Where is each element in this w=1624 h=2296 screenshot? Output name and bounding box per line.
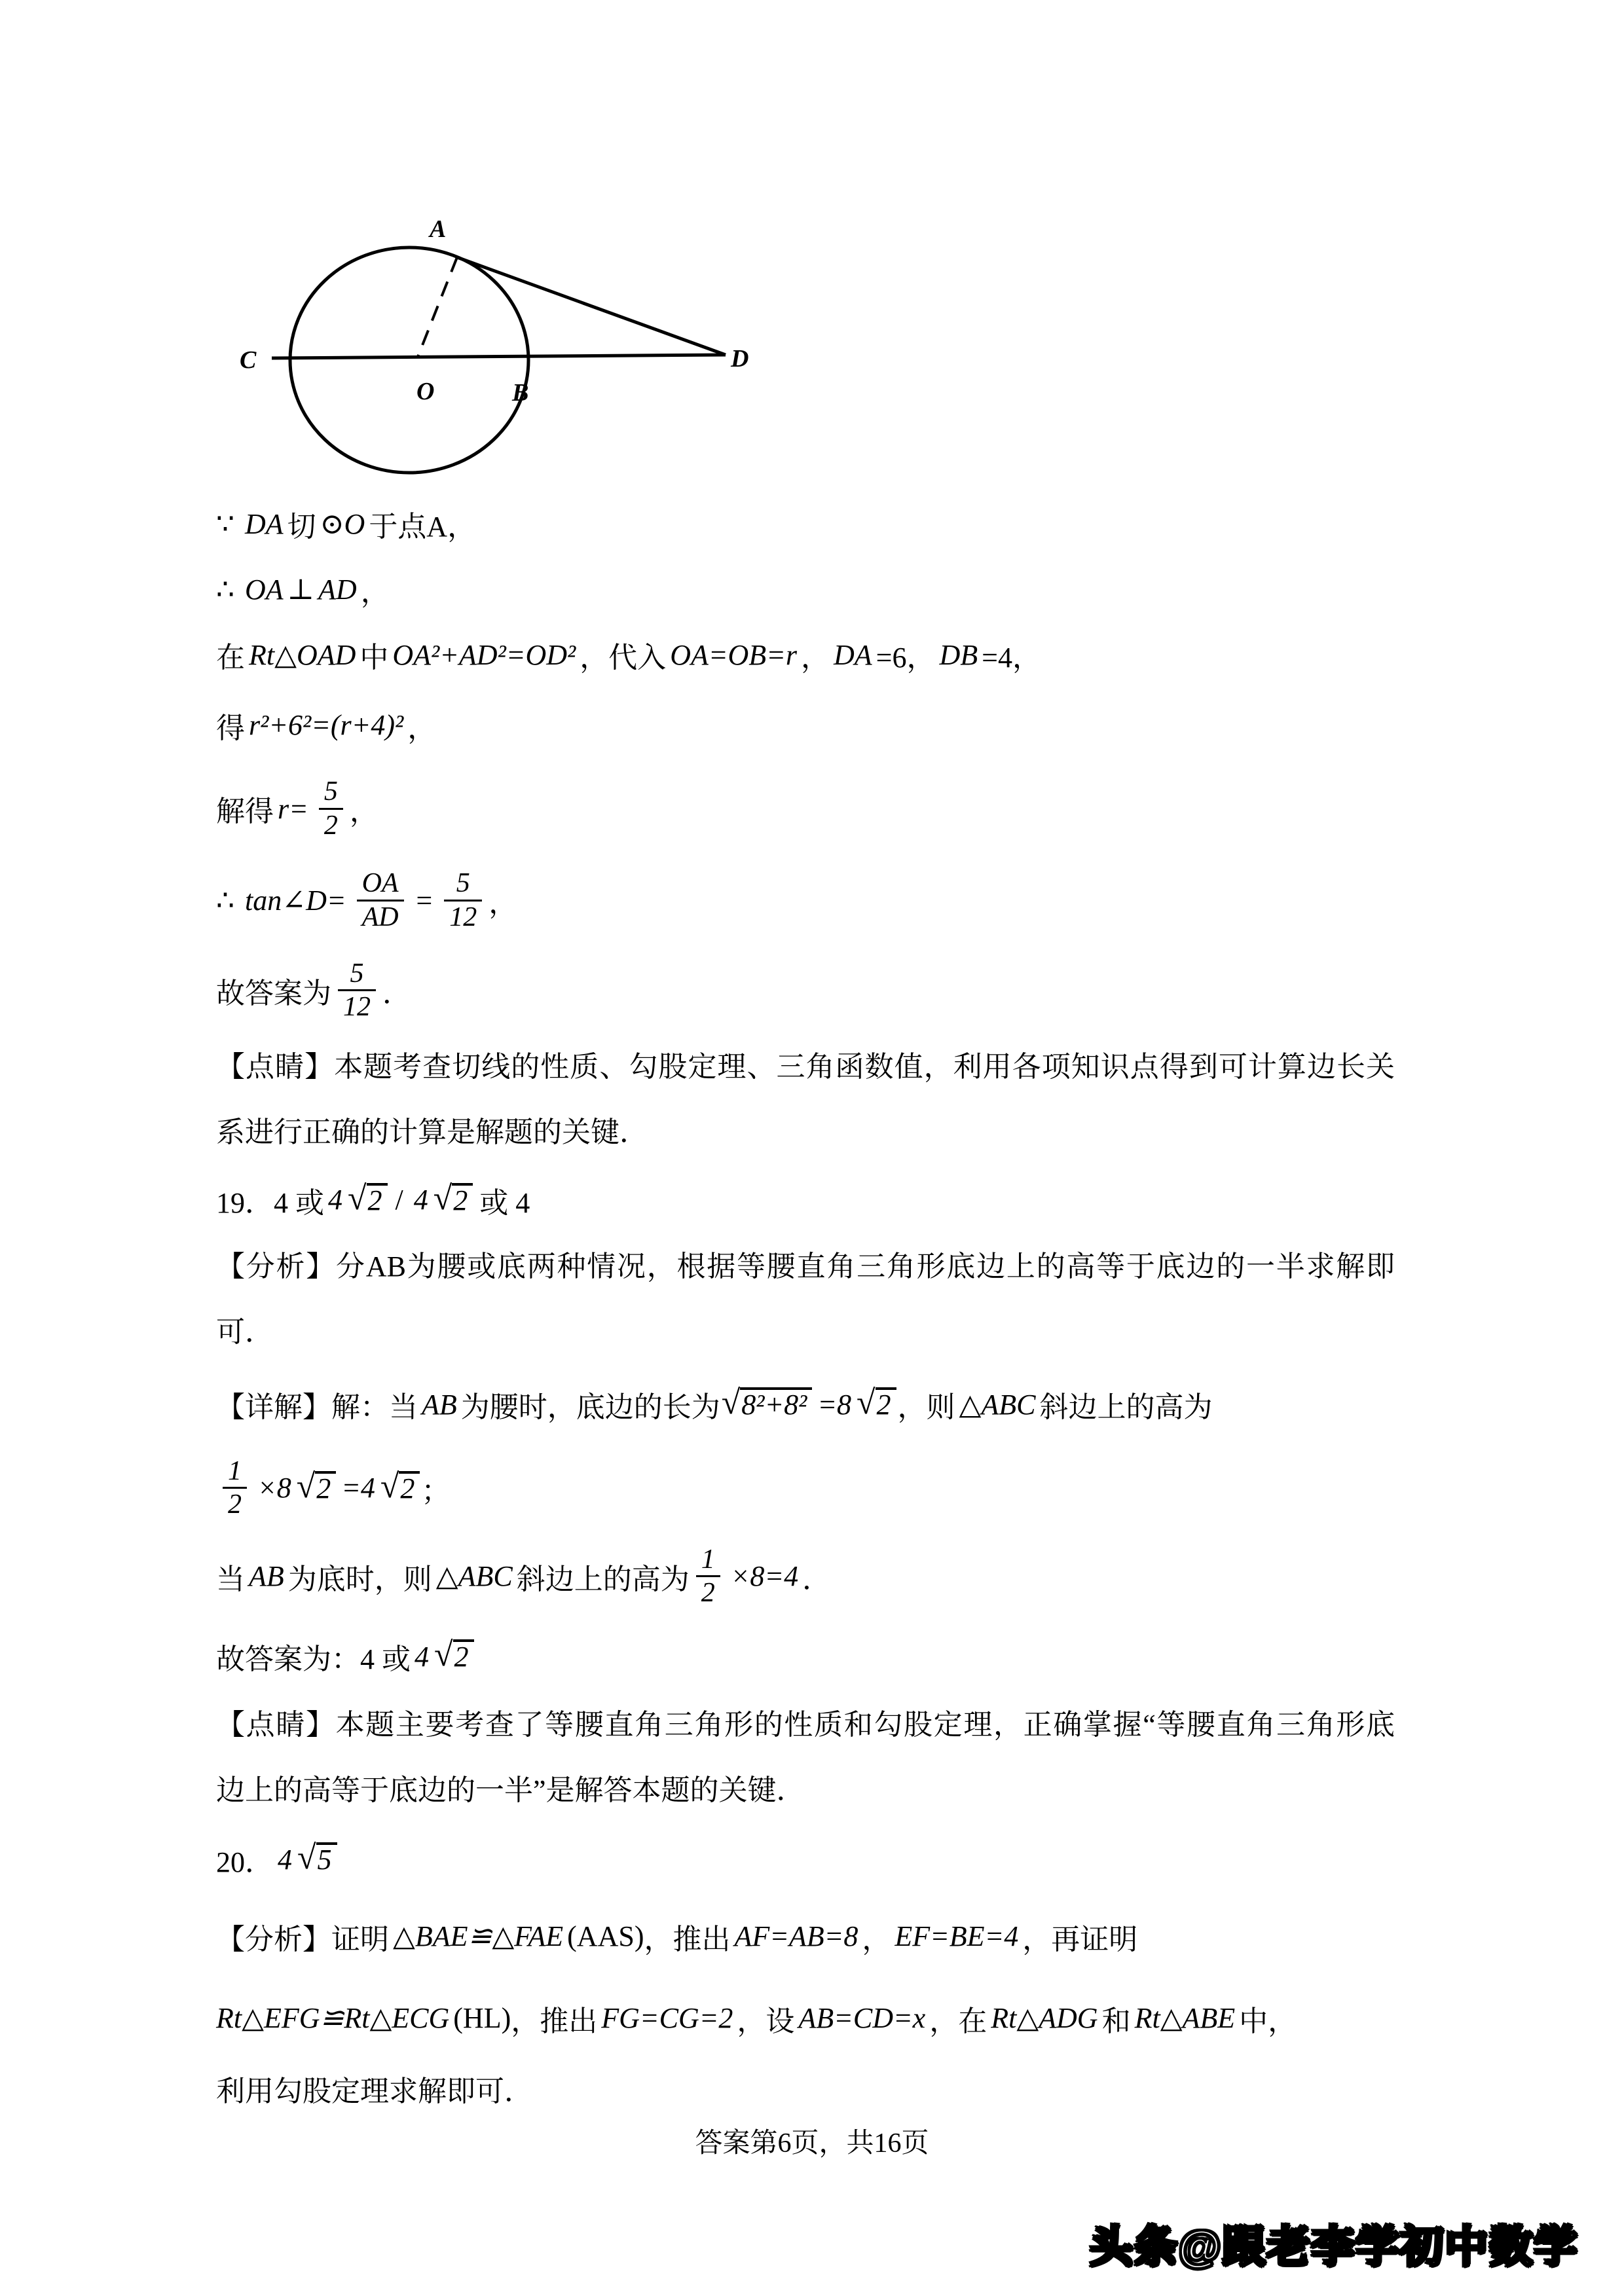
toutiao-watermark: 头条@跟老李学初中数学 [1089,2222,1578,2270]
sqrt-2: √ 2 [857,1387,896,1421]
q19-analysis-line-2: 可． [216,1316,274,1348]
page-footer [0,2121,1624,2160]
geometry-diagram [234,177,758,491]
q19-answer-heading: 19．4 或 4 √ 2 / 4 √ 2 或 4 [216,1179,530,1219]
radical-sign: √ [296,1467,316,1505]
q18-line-answer: 故答案为 $\frac{5}{12}$ ． [216,958,411,1022]
q19-remark-line-2: 边上的高等于底边的一半”是解答本题的关键． [216,1774,805,1806]
therefore-symbol: ∴ [216,573,234,606]
q20-analysis-line-1: 【分析】证明 △BAE≌△FAE (AAS) ，推出 AF=AB=8 ， EF=BE=4 ，再证明 [216,1920,1138,1956]
q20-analysis-line-2: Rt△EFG≌Rt△ECG (HL) ，推出 FG=CG=2 ，设 AB=CD=x ，在 Rt△ADG 和 Rt△ABE 中， [216,2002,1297,2037]
tangent-line-ad [457,257,726,355]
q19-detail-line-3: 当 AB 为底时，则 △ABC 斜边上的高为 $\frac{1}{2}$ ×8=4 ． [216,1544,832,1608]
q18-line-tangent-ratio: ∴ tan∠D= $\frac{OA}{AD}$ = $\frac{5}{12}$ ， [216,868,518,932]
q18-remark-line-2: 系进行正确的计算是解题的关键． [216,1116,648,1148]
fraction-r-value: $\frac{5}{2}$ [319,776,343,841]
fraction-oa-ad: $\frac{OA}{AD}$ [357,867,404,933]
radical-sign: √ [721,1384,741,1422]
fraction-1-2: $\frac{1}{2}$ [696,1544,720,1609]
point-label-a: A [430,215,447,243]
q20-analysis-line-3: 利用勾股定理求解即可． [216,2075,533,2107]
sqrt-2: √ 2 [297,1471,337,1505]
q19-remark-line-1: 【点睛】本题主要考查了等腰直角三角形的性质和勾股定理，正确掌握“等腰直角三角形底 [216,1709,1395,1741]
radical-sign: √ [297,1839,316,1877]
q19-answer-line: 故答案为：4 或 4 √ 2 [216,1620,1408,1692]
radical-sign: √ [434,1636,453,1674]
geometry-figure [234,177,758,491]
q19-analysis-line-1: 【分析】分AB为腰或底两种情况，根据等腰直角三角形底边上的高等于底边的一半求解即 [216,1250,1395,1283]
point-label-c: C [240,346,257,374]
therefore-symbol: ∴ [216,884,234,917]
sqrt-2: √ 2 [348,1183,388,1217]
q19-detail-line-2: $\frac{1}{2}$ ×8 √ 2 =4 √ 2 ； [216,1444,1408,1532]
secant-line-cd [272,355,726,358]
q18-line-equation: 得 r²+6²=(r+4)² ， [216,709,437,744]
radius-oa-dashed [418,257,457,357]
q18-line-tangent: ∵ DA 切 ⊙O 于点A， [216,507,477,543]
q18-line-solve-r: 解得 r= $\frac{5}{2}$ ， [216,776,378,841]
q18-line-pythagoras: 在 Rt△OAD 中 OA²+AD²=OD² ，代入 OA=OB=r ， DA =6， DB =4， [216,638,1041,674]
fraction-answer-5-12: $\frac{5}{12}$ [338,958,376,1023]
q18-line-perpendicular: ∴ OA ⊥ AD ， [216,573,390,608]
point-label-b: B [512,379,529,407]
radical-sign: √ [433,1179,452,1217]
radical-sign: √ [857,1384,876,1422]
radical-sign: √ [348,1179,367,1217]
fraction-1-2: $\frac{1}{2}$ [223,1455,247,1521]
q20-answer-heading: 20． 4 √ 5 [216,1823,1408,1895]
q19-detail-line-1: 【详解】解：当 AB 为腰时，底边的长为 √ 8²+8² =8 √ 2 ，则 △ABC 斜边上的高为 [216,1384,1213,1423]
sqrt-2: √ 2 [434,1639,474,1673]
page-content [216,177,1408,2124]
circle-o [290,247,528,473]
sqrt-8sq-plus-8sq: √ 8²+8² [722,1387,813,1421]
sqrt-5: √ 5 [297,1842,337,1876]
because-symbol: ∵ [216,507,234,540]
q18-remark-line-1: 【点睛】本题考查切线的性质、勾股定理、三角函数值，利用各项知识点得到可计算边长关 [216,1051,1395,1083]
radical-sign: √ [380,1467,399,1505]
page-number-label: 答案第6页，共16页 [695,2128,929,2159]
sqrt-2: √ 2 [380,1471,420,1505]
fraction-5-12: $\frac{5}{12}$ [444,867,482,933]
point-label-d: D [731,345,749,373]
sqrt-2: √ 2 [434,1183,473,1217]
point-label-o: O [416,378,435,405]
